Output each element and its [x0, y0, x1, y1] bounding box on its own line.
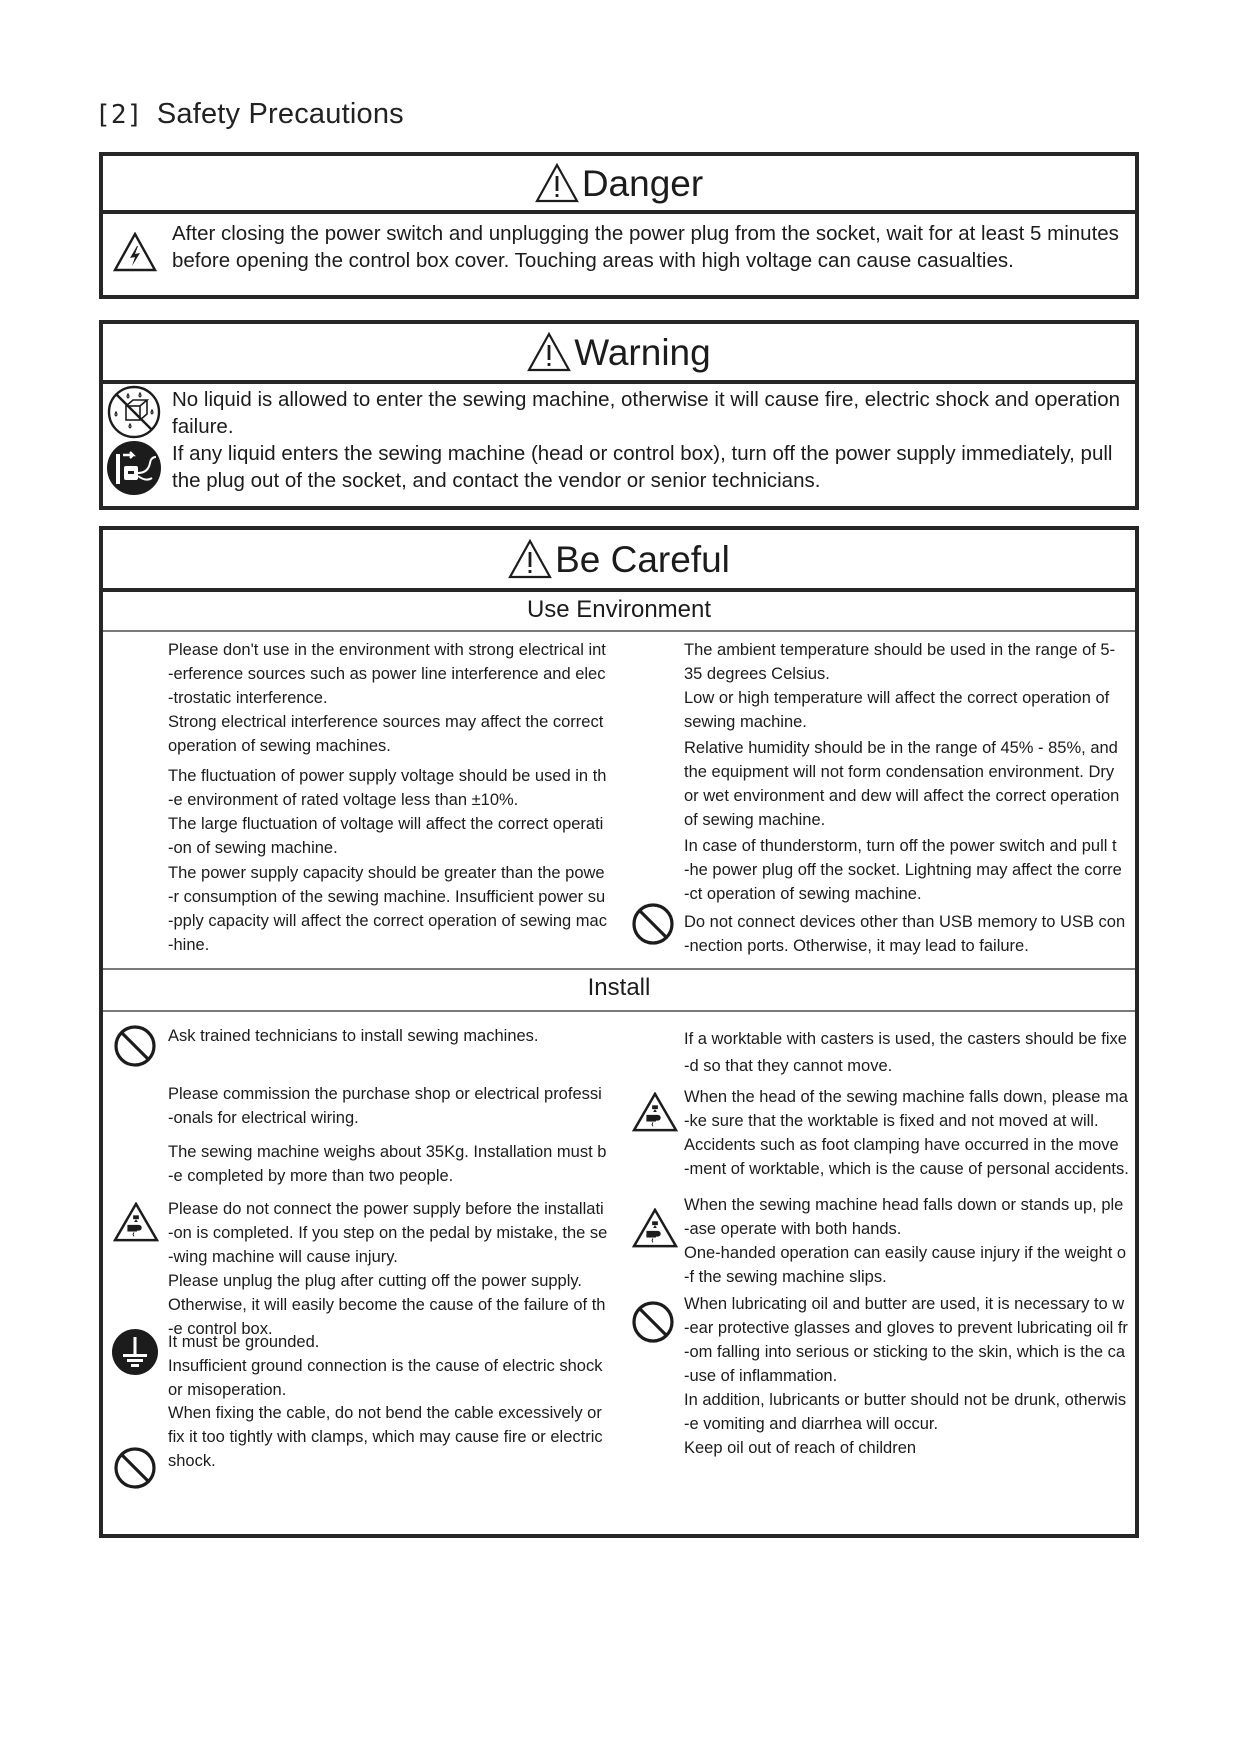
- install-paragraph: [684, 1026, 1127, 1080]
- text-line: -he power plug off the socket. Lightning may affect the corre: [684, 861, 1122, 879]
- text-line: -on of sewing machine.: [168, 839, 338, 857]
- text-line: The power supply capacity should be greater than the powe: [168, 864, 605, 882]
- text-line: The large fluctuation of voltage will affect the correct operati: [168, 815, 604, 833]
- text-line: -nection ports. Otherwise, it may lead to failure.: [684, 937, 1029, 955]
- hand-crush-warning-icon: [632, 1208, 678, 1248]
- text-line: -ke sure that the worktable is fixed and not moved at will.: [684, 1112, 1099, 1130]
- text-line: Low or high temperature will affect the correct operation of: [684, 689, 1110, 707]
- text-line: -erference sources such as power line interference and elec: [168, 665, 606, 683]
- use-env-paragraph: [168, 861, 607, 957]
- section-number: [2]: [95, 100, 143, 130]
- text-line: Please don't use in the environment with strong electrical int: [168, 641, 606, 659]
- use-environment-heading: Use Environment: [526, 596, 712, 623]
- text-line: Ask trained technicians to install sewing machines.: [168, 1027, 539, 1045]
- text-line: -d so that they cannot move.: [684, 1057, 893, 1075]
- danger-box: [99, 152, 1139, 299]
- text-line: One-handed operation can easily cause injury if the weight o: [684, 1244, 1127, 1262]
- text-line: Please do not connect the power supply before the installati: [168, 1200, 604, 1218]
- divider: [103, 968, 1135, 970]
- install-paragraph: [684, 1193, 1126, 1289]
- text-line: of sewing machine.: [684, 811, 826, 829]
- warning-item: [172, 440, 1112, 494]
- unplug-icon: [106, 440, 162, 496]
- text-line: When lubricating oil and butter are used, it is necessary to w: [684, 1295, 1125, 1313]
- text-line: fix it too tightly with clamps, which may cause fire or electric: [168, 1428, 603, 1446]
- warning-triangle-icon: [508, 539, 552, 579]
- warning-item: [172, 386, 1120, 440]
- text-line: Insufficient ground connection is the cause of electric shock: [168, 1357, 603, 1375]
- warning-line: the plug out of the socket, and contact the vendor or senior technicians.: [172, 469, 821, 492]
- text-line: -hine.: [168, 936, 210, 954]
- text-line: The sewing machine weighs about 35Kg. Installation must b: [168, 1143, 607, 1161]
- text-line: shock.: [168, 1452, 216, 1470]
- text-line: -e environment of rated voltage less than ±10%.: [168, 791, 519, 809]
- hand-crush-warning-icon: [632, 1092, 678, 1132]
- use-env-paragraph: [684, 736, 1122, 906]
- install-paragraph: [168, 1330, 602, 1402]
- prohibited-icon: [113, 1024, 157, 1068]
- be-careful-box: [99, 526, 1139, 1538]
- prohibited-icon: [631, 902, 675, 946]
- text-line: Keep oil out of reach of children: [684, 1439, 917, 1457]
- use-env-paragraph: [684, 910, 1125, 958]
- danger-text: [172, 220, 1119, 274]
- be-careful-title: Be Careful: [555, 538, 730, 580]
- text-line: In addition, lubricants or butter should not be drunk, otherwis: [684, 1391, 1127, 1409]
- text-line: -om falling into serious or sticking to the skin, which is the ca: [684, 1343, 1126, 1361]
- section-title: Safety Precautions: [156, 98, 404, 130]
- prohibited-icon: [631, 1300, 675, 1344]
- install-heading: Install: [587, 974, 651, 1001]
- text-line: Please unplug the plug after cutting off the power supply.: [168, 1272, 582, 1290]
- warning-triangle-icon: [535, 163, 579, 203]
- text-line: If a worktable with casters is used, the casters should be fixe: [684, 1030, 1127, 1048]
- text-line: -trostatic interference.: [168, 689, 328, 707]
- text-line: or misoperation.: [168, 1381, 287, 1399]
- use-env-paragraph: [684, 638, 1115, 734]
- use-env-paragraph: [168, 638, 606, 758]
- warning-line: No liquid is allowed to enter the sewing machine, otherwise it will cause fire, electric shock and operation: [172, 388, 1121, 411]
- text-line: -ment of worktable, which is the cause of personal accidents.: [684, 1160, 1129, 1178]
- danger-header: [103, 156, 1135, 214]
- be-careful-header: [103, 530, 1135, 592]
- danger-line: After closing the power switch and unplugging the power plug from the socket, wait for at least 5 minutes: [172, 222, 1119, 245]
- warning-header: [103, 324, 1135, 384]
- text-line: -f the sewing machine slips.: [684, 1268, 887, 1286]
- warning-line: If any liquid enters the sewing machine (head or control box), turn off the power supply immediately, pull: [172, 442, 1113, 465]
- text-line: sewing machine.: [684, 713, 807, 731]
- text-line: -onals for electrical wiring.: [168, 1109, 359, 1127]
- install-paragraph: [684, 1292, 1128, 1460]
- text-line: It must be grounded.: [168, 1333, 320, 1351]
- text-line: When fixing the cable, do not bend the cable excessively or: [168, 1404, 602, 1422]
- warning-title: Warning: [574, 331, 711, 373]
- warning-triangle-icon: [527, 332, 571, 372]
- install-paragraph: [168, 1140, 606, 1188]
- text-line: -wing machine will cause injury.: [168, 1248, 398, 1266]
- text-line: When the head of the sewing machine falls down, please ma: [684, 1088, 1128, 1106]
- no-liquid-icon: [106, 384, 162, 440]
- install-paragraph: [168, 1197, 607, 1341]
- text-line: -e control box.: [168, 1320, 273, 1338]
- text-line: -use of inflammation.: [684, 1367, 838, 1385]
- text-line: The ambient temperature should be used in the range of 5-: [684, 641, 1116, 659]
- divider: [103, 630, 1135, 632]
- use-env-paragraph: [168, 764, 606, 860]
- text-line: -on is completed. If you step on the pedal by mistake, the se: [168, 1224, 608, 1242]
- text-line: In case of thunderstorm, turn off the power switch and pull t: [684, 837, 1117, 855]
- text-line: -ear protective glasses and gloves to prevent lubricating oil fr: [684, 1319, 1128, 1337]
- text-line: -pply capacity will affect the correct operation of sewing mac: [168, 912, 607, 930]
- text-line: Otherwise, it will easily become the cause of the failure of th: [168, 1296, 606, 1314]
- text-line: -ct operation of sewing machine.: [684, 885, 922, 903]
- ground-icon: [111, 1328, 159, 1376]
- text-line: When the sewing machine head falls down or stands up, ple: [684, 1196, 1124, 1214]
- install-paragraph: [168, 1024, 539, 1048]
- text-line: the equipment will not form condensation environment. Dry: [684, 763, 1115, 781]
- page-title: [95, 98, 404, 131]
- install-paragraph: [684, 1085, 1129, 1181]
- warning-box: [99, 320, 1139, 510]
- text-line: Strong electrical interference sources may affect the correct: [168, 713, 604, 731]
- hand-crush-warning-icon: [113, 1202, 159, 1242]
- text-line: Accidents such as foot clamping have occurred in the move: [684, 1136, 1119, 1154]
- install-paragraph: [168, 1082, 602, 1130]
- text-line: -r consumption of the sewing machine. Insufficient power su: [168, 888, 606, 906]
- text-line: operation of sewing machines.: [168, 737, 391, 755]
- text-line: The fluctuation of power supply voltage should be used in th: [168, 767, 607, 785]
- text-line: Do not connect devices other than USB memory to USB con: [684, 913, 1126, 931]
- text-line: Please commission the purchase shop or electrical professi: [168, 1085, 602, 1103]
- danger-line: before opening the control box cover. Touching areas with high voltage can cause casualties.: [172, 249, 1014, 272]
- danger-title: Danger: [581, 162, 704, 204]
- warning-line: failure.: [172, 415, 234, 438]
- prohibited-icon: [113, 1446, 157, 1490]
- text-line: 35 degrees Celsius.: [684, 665, 830, 683]
- text-line: -ase operate with both hands.: [684, 1220, 902, 1238]
- text-line: -e vomiting and diarrhea will occur.: [684, 1415, 939, 1433]
- divider: [103, 1010, 1135, 1012]
- high-voltage-warning-icon: [113, 232, 157, 272]
- text-line: or wet environment and dew will affect the correct operation: [684, 787, 1120, 805]
- text-line: -e completed by more than two people.: [168, 1167, 454, 1185]
- text-line: Relative humidity should be in the range of 45% - 85%, and: [684, 739, 1118, 757]
- install-paragraph: [168, 1401, 603, 1473]
